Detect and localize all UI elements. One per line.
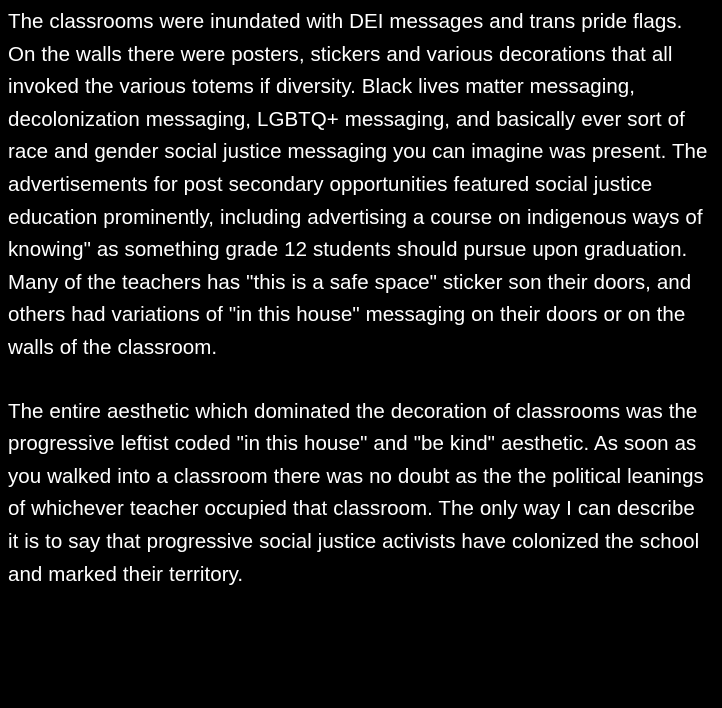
paragraph-1: The classrooms were inundated with DEI messages and trans pride flags. On the walls there were posters, stickers and various decorations that all invoked the various totems if diversity. Black lives matter messaging, decolonization messaging, LGBTQ+ messaging, and basically ever sort of race and gender social justice messaging you can imagine was present. The advertisements for post secondary opportunities featured social justice education prominently, including advertising a course on indigenous ways of knowing" as something grade 12 students should pursue upon graduation. Many of the teachers has "this is a safe space" sticker son their doors, and others had variations of "in this house" messaging on their doors or on the walls of the classroom. bbox=[8, 10, 708, 359]
paragraph-2: The entire aesthetic which dominated the decoration of classrooms was the progressive leftist coded "in this house" and "be kind" aesthetic. As soon as you walked into a classroom there was no doubt as the the political leanings of whichever teacher occupied that classroom. The only way I can describe it is to say that progressive social justice activists have colonized the school and marked their territory. bbox=[8, 399, 704, 586]
